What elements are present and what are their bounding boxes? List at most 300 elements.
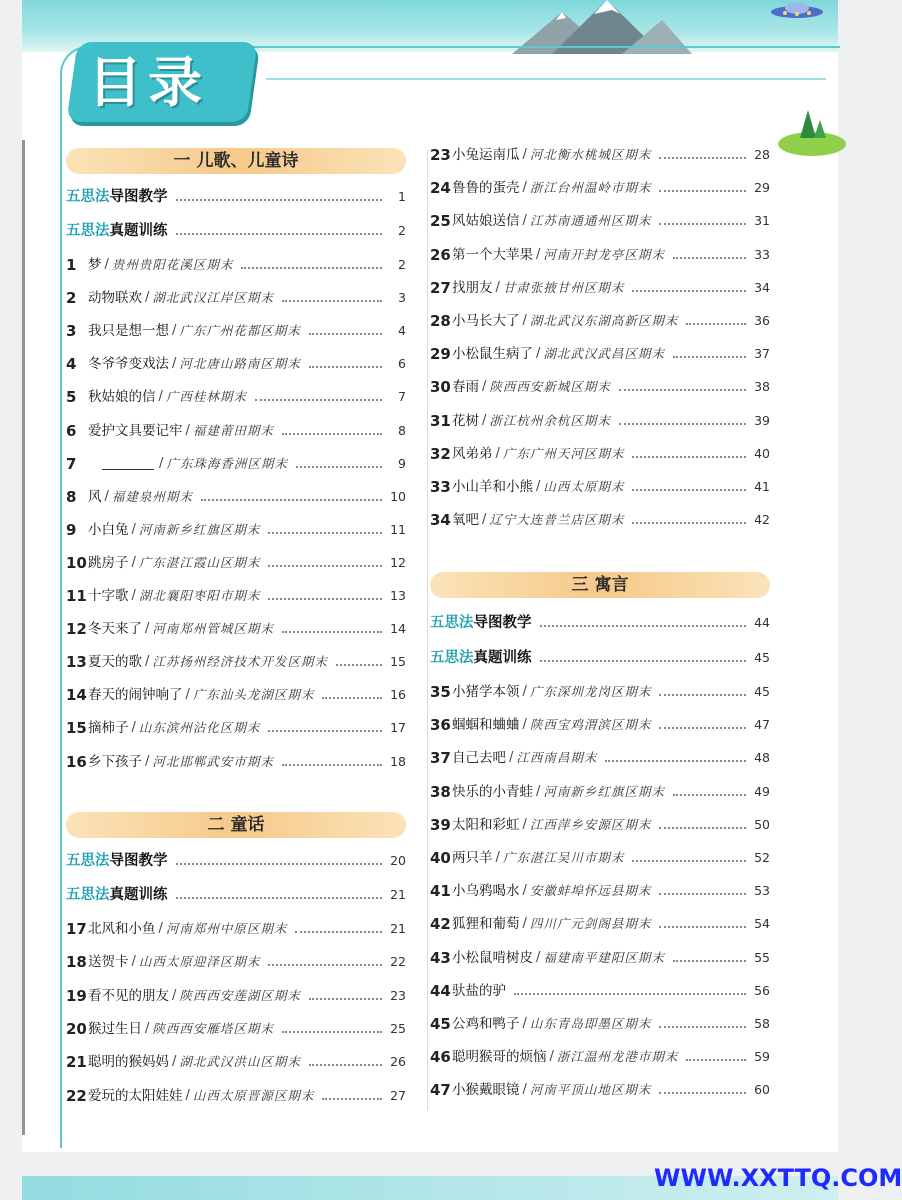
toc-entry[interactable]: [430, 979, 770, 1003]
entry-source: 广东广州花都区期末: [179, 323, 301, 339]
page-number: 44: [754, 615, 770, 630]
page-number: 9: [398, 455, 406, 471]
toc-special-row[interactable]: [66, 219, 406, 243]
entry-source: 湖北襄阳枣阳市期末: [138, 588, 261, 603]
entry-title: 小山羊和小熊: [452, 479, 533, 495]
separator: /: [522, 313, 527, 328]
page-number: 28: [754, 147, 770, 162]
special-label: 真题训练: [109, 223, 168, 239]
toc-entry[interactable]: [66, 917, 406, 941]
separator: /: [536, 949, 541, 965]
page-number: 54: [754, 916, 770, 932]
leader-dots: [659, 694, 746, 696]
entry-title: 北风和小鱼: [88, 921, 156, 937]
separator: /: [522, 883, 527, 899]
separator: /: [536, 346, 541, 362]
leader-dots: [659, 190, 746, 192]
separator: /: [104, 257, 109, 272]
page-number: 11: [390, 521, 406, 537]
entry-title: 爱护文具要记牢: [88, 422, 183, 439]
entry-source: 四川广元剑阁县期末: [529, 916, 652, 932]
entry-source: 山东滨州沾化区期末: [138, 720, 261, 736]
entry-source: 江西南昌期末: [516, 750, 598, 766]
toc-entry[interactable]: [66, 984, 406, 1008]
special-label: 真题训练: [473, 650, 532, 666]
toc-entry[interactable]: [430, 946, 770, 970]
entry-number: 10: [66, 553, 87, 572]
separator: /: [495, 279, 500, 295]
toc-entry[interactable]: [66, 716, 406, 740]
entry-source: 河北唐山路南区期末: [179, 356, 301, 372]
title-rule: [266, 78, 826, 80]
entry-number: 12: [66, 620, 87, 639]
page-number: 21: [390, 887, 406, 902]
page-number: 20: [390, 853, 406, 868]
toc-entry[interactable]: [430, 209, 770, 233]
leader-dots: [686, 1059, 746, 1061]
entry-source: 广东湛江吴川市期末: [502, 850, 625, 865]
toc-entry[interactable]: [66, 518, 406, 542]
page-number: 4: [398, 323, 406, 339]
entry-number: 3: [66, 322, 77, 341]
entry-title: 冬爷爷变戏法: [88, 356, 169, 373]
leader-dots: [659, 893, 746, 895]
separator: /: [536, 246, 541, 262]
entry-number: 42: [430, 915, 451, 934]
toc-entry[interactable]: [66, 485, 406, 509]
entry-source: 山西太原晋源区期末: [192, 1087, 315, 1103]
entry-number: 43: [430, 948, 451, 967]
leader-dots: [176, 199, 383, 201]
page-number: 53: [754, 883, 770, 899]
entry-source: 河南郑州中原区期末: [165, 921, 288, 936]
leader-dots: [176, 233, 383, 235]
entry-number: 47: [430, 1081, 451, 1100]
entry-source: 江西萍乡安源区期末: [529, 816, 652, 832]
entry-number: 31: [430, 411, 451, 430]
toc-entry[interactable]: [430, 713, 770, 737]
toc-entry[interactable]: [66, 1017, 406, 1041]
entry-number: 9: [66, 520, 77, 539]
section-header-2: 二 童话: [66, 812, 406, 838]
leader-dots: [241, 267, 382, 269]
entry-title: 猴过生日: [88, 1020, 142, 1037]
toc-entry[interactable]: [66, 584, 406, 608]
page-number: 36: [754, 313, 770, 328]
toc-entry[interactable]: [430, 375, 770, 399]
entry-title: 小马长大了: [452, 313, 520, 329]
page-title: 目录: [88, 51, 208, 114]
page-number: 31: [754, 213, 770, 229]
entry-title: 小兔运南瓜: [452, 147, 520, 163]
leader-dots: [336, 664, 382, 666]
toc-entry[interactable]: [430, 846, 770, 870]
toc-entry[interactable]: [430, 912, 770, 936]
entry-number: 39: [430, 815, 451, 834]
entry-number: 7: [66, 454, 77, 473]
leader-dots: [632, 489, 746, 491]
entry-source: 山西太原期末: [543, 479, 625, 494]
entry-title: 花树: [452, 412, 479, 429]
separator: /: [145, 753, 150, 769]
leader-dots: [309, 366, 382, 368]
separator: /: [522, 180, 527, 196]
toc-entry[interactable]: [430, 780, 770, 804]
entry-title: 公鸡和鸭子: [452, 1016, 520, 1032]
entry-source: 广东珠海香洲区期末: [166, 455, 288, 471]
toc-entry[interactable]: [66, 650, 406, 674]
separator: /: [482, 412, 487, 428]
special-highlight: 五思法: [66, 853, 110, 869]
toc-entry[interactable]: [430, 243, 770, 267]
entry-number: 22: [66, 1086, 87, 1105]
entry-title: 风弟弟: [452, 445, 493, 462]
leader-dots: [619, 389, 746, 391]
entry-number: 41: [430, 882, 451, 901]
entry-source: 安徽蚌埠怀远县期末: [529, 883, 652, 899]
toc-entry[interactable]: [430, 176, 770, 200]
entry-source: 陕西宝鸡渭滨区期末: [529, 717, 652, 733]
entry-number: 26: [430, 245, 451, 264]
entry-title: 春天的闹钟响了: [88, 687, 183, 704]
special-label: 导图教学: [473, 615, 532, 631]
leader-dots: [659, 926, 746, 928]
leader-dots: [201, 499, 382, 501]
page-number: 38: [754, 379, 770, 395]
page-number: 47: [754, 717, 770, 733]
entry-source: 河北衡水桃城区期末: [529, 147, 652, 162]
separator: /: [495, 850, 500, 865]
entry-title: 送贺卡: [88, 954, 129, 971]
page-number: 50: [754, 816, 770, 832]
separator: /: [158, 389, 163, 405]
page-number: 21: [390, 921, 406, 936]
page-number: 42: [754, 512, 770, 528]
separator: /: [145, 1020, 150, 1036]
leader-dots: [282, 300, 382, 302]
entry-number: 30: [430, 378, 451, 397]
entry-title: 春雨: [452, 379, 479, 396]
entry-number: 38: [430, 782, 451, 801]
separator: /: [145, 621, 150, 637]
toc-entry[interactable]: [66, 551, 406, 575]
leader-dots: [673, 960, 746, 962]
toc-entry[interactable]: [430, 143, 770, 167]
toc-entry[interactable]: [430, 1012, 770, 1036]
entry-number: 27: [430, 278, 451, 297]
page-number: 27: [390, 1087, 406, 1103]
leader-dots: [659, 727, 746, 729]
entry-source: 河南新乡红旗区期末: [543, 783, 665, 799]
page-number: 52: [754, 850, 770, 865]
page-number: 3: [398, 290, 406, 306]
section-header-3: 三 寓言: [430, 572, 770, 598]
leader-dots: [255, 399, 382, 401]
toc-entry[interactable]: [66, 419, 406, 443]
toc-entry[interactable]: [66, 1050, 406, 1074]
entry-title: 鲁鲁的蛋壳: [452, 180, 520, 197]
entry-number: 4: [66, 355, 77, 374]
entry-number: 21: [66, 1053, 87, 1072]
entry-source: 广东广州天河区期末: [502, 445, 625, 461]
section-header-1: 一 儿歌、儿童诗: [66, 148, 406, 174]
leader-dots: [632, 456, 746, 458]
entry-number: 17: [66, 920, 87, 938]
page-number: 34: [754, 279, 770, 295]
page-number: 33: [754, 246, 770, 262]
toc-entry[interactable]: [66, 617, 406, 641]
leader-dots: [282, 631, 382, 633]
special-highlight: 五思法: [430, 615, 474, 631]
entry-number: 23: [430, 146, 451, 164]
column-divider: [427, 150, 428, 1110]
toc-special-row[interactable]: [66, 883, 406, 907]
entry-title: 摘柿子: [88, 720, 129, 737]
separator: /: [172, 987, 177, 1003]
page-number: 37: [754, 346, 770, 362]
entry-number: 24: [430, 179, 451, 198]
toc-entry[interactable]: [430, 276, 770, 300]
entry-source: 辽宁大连普兰店区期末: [489, 512, 625, 528]
entry-title: 夏天的歌: [88, 654, 142, 671]
leader-dots: [632, 290, 746, 292]
page-number: 16: [390, 687, 406, 703]
toc-entry[interactable]: [66, 452, 406, 476]
entry-title: 我只是想一想: [88, 323, 169, 340]
page-number: 60: [754, 1082, 770, 1098]
leader-dots: [268, 565, 382, 567]
entry-source: 河南新乡红旗区期末: [138, 521, 261, 537]
separator: /: [185, 687, 190, 703]
separator: /: [158, 921, 163, 936]
leader-dots: [659, 827, 746, 829]
leader-dots: [295, 931, 382, 933]
entry-source: 广东汕头龙湖区期末: [192, 687, 315, 703]
toc-entry[interactable]: [66, 683, 406, 707]
watermark: WWW.XXTTQ.COM: [654, 1164, 902, 1192]
separator: /: [131, 720, 136, 736]
entry-number: 34: [430, 511, 451, 530]
leader-dots: [309, 998, 382, 1000]
toc-entry[interactable]: [430, 309, 770, 333]
toc-entry[interactable]: [66, 385, 406, 409]
entry-number: 25: [430, 212, 451, 231]
page-number: 56: [754, 982, 770, 998]
entry-title: 看不见的朋友: [88, 987, 169, 1004]
leader-dots: [282, 764, 382, 766]
hill-tree-illustration: [778, 92, 838, 152]
toc-entry[interactable]: [430, 409, 770, 433]
special-label: 导图教学: [109, 189, 168, 205]
entry-title: 找朋友: [452, 279, 493, 296]
leader-dots: [632, 522, 746, 524]
leader-dots: [619, 423, 746, 425]
separator: /: [482, 379, 487, 395]
leader-dots: [322, 1098, 382, 1100]
separator: /: [522, 916, 527, 932]
entry-title: 爱玩的太阳娃娃: [88, 1087, 183, 1104]
leader-dots: [309, 1064, 382, 1066]
special-highlight: 五思法: [430, 650, 474, 666]
separator: /: [522, 213, 527, 229]
entry-title: 跳房子: [88, 554, 129, 571]
entry-source: 湖北武汉洪山区期末: [179, 1054, 301, 1070]
page-number: 14: [390, 621, 406, 637]
entry-source: 浙江杭州余杭区期末: [489, 412, 611, 428]
leader-dots: [632, 860, 746, 862]
separator: /: [185, 1087, 190, 1103]
separator: /: [131, 554, 136, 570]
leader-dots: [296, 466, 382, 468]
page-number: 49: [754, 783, 770, 799]
toc-entry[interactable]: [66, 950, 406, 974]
leader-dots: [540, 660, 747, 662]
separator: /: [536, 479, 541, 494]
entry-title: 风姑娘送信: [452, 213, 520, 230]
entry-title: 狐狸和葡萄: [452, 916, 520, 933]
entry-title: 小松鼠生病了: [452, 346, 533, 363]
leader-dots: [268, 730, 382, 732]
page-number: 2: [398, 257, 406, 272]
toc-special-row[interactable]: [66, 849, 406, 873]
left-edge-bar: [22, 140, 25, 1135]
page-number: 59: [754, 1049, 770, 1065]
entry-title: 冬天来了: [88, 621, 142, 638]
page-number: 17: [390, 720, 406, 736]
entry-title: 小松鼠啃树皮: [452, 949, 533, 966]
entry-title: 小白兔: [88, 521, 129, 538]
leader-dots: [268, 532, 382, 534]
entry-source: 陕西西安莲湖区期末: [179, 987, 301, 1003]
entry-title: 十字歌: [88, 588, 129, 604]
toc-entry[interactable]: [430, 508, 770, 532]
entry-source: 广西桂林期末: [165, 389, 247, 405]
entry-title: 风: [88, 488, 102, 505]
toc-entry[interactable]: [66, 750, 406, 774]
entry-title: 第一个大苹果: [452, 246, 533, 263]
entry-source: 湖北武汉江岸区期末: [152, 290, 274, 306]
toc-entry[interactable]: [430, 475, 770, 499]
entry-number: 18: [66, 953, 87, 972]
separator: /: [185, 422, 190, 438]
entry-number: 14: [66, 686, 87, 705]
entry-number: 2: [66, 289, 77, 308]
leader-dots: [309, 333, 382, 335]
entry-number: 6: [66, 421, 77, 440]
entry-title: 两只羊: [452, 850, 493, 866]
page-number: 12: [390, 554, 406, 570]
entry-number: 5: [66, 388, 77, 407]
toc-entry[interactable]: [66, 286, 406, 310]
special-highlight: 五思法: [66, 887, 110, 903]
separator: /: [482, 512, 487, 528]
toc-entry[interactable]: [430, 1078, 770, 1102]
page-number: 10: [390, 488, 406, 504]
entry-number: 1: [66, 256, 77, 274]
entry-number: 13: [66, 653, 87, 672]
separator: /: [145, 654, 150, 670]
entry-number: 37: [430, 749, 451, 768]
separator: /: [522, 147, 527, 162]
entry-title: 乡下孩子: [88, 753, 142, 770]
leader-dots: [659, 223, 746, 225]
entry-source: 贵州贵阳花溪区期末: [111, 257, 234, 272]
toc-entry[interactable]: [66, 352, 406, 376]
separator: /: [522, 684, 527, 699]
toc-entry[interactable]: [66, 253, 406, 277]
entry-source: 河南郑州管城区期末: [152, 621, 274, 637]
entry-source: 河南开封龙亭区期末: [543, 246, 665, 262]
entry-source: 江苏扬州经济技术开发区期末: [152, 654, 328, 670]
toc-entry[interactable]: [430, 442, 770, 466]
separator: /: [145, 290, 150, 306]
toc-special-row[interactable]: [66, 185, 406, 209]
leader-dots: [673, 257, 746, 259]
entry-title: 小乌鸦喝水: [452, 883, 520, 900]
page-number: 39: [754, 412, 770, 428]
page-number: 26: [390, 1054, 406, 1070]
separator: /: [536, 783, 541, 799]
separator: /: [172, 323, 177, 339]
page-number: 18: [390, 753, 406, 769]
separator: /: [522, 816, 527, 832]
leader-dots: [659, 1092, 746, 1094]
separator: /: [509, 750, 514, 766]
leader-dots: [282, 433, 382, 435]
toc-entry[interactable]: [430, 746, 770, 770]
page-number: 13: [390, 588, 406, 603]
entry-source: 福建泉州期末: [111, 488, 193, 504]
toc-entry[interactable]: [430, 342, 770, 366]
entry-source: 河南平顶山地区期末: [529, 1082, 652, 1098]
leader-dots: [322, 697, 382, 699]
separator: /: [522, 1082, 527, 1098]
toc-special-row[interactable]: [430, 646, 770, 670]
toc-entry[interactable]: [430, 813, 770, 837]
toc-entry[interactable]: [66, 319, 406, 343]
entry-source: 江苏南通通州区期末: [529, 213, 652, 229]
entry-number: 36: [430, 716, 451, 735]
entry-source: 湖北武汉武昌区期末: [543, 346, 665, 362]
entry-source: 广东湛江霞山区期末: [138, 554, 261, 570]
ufo-icon: [767, 0, 827, 24]
leader-dots: [605, 760, 746, 762]
page-number: 48: [754, 750, 770, 766]
special-label: 真题训练: [109, 887, 168, 903]
entry-source: 陕西西安新城区期末: [489, 379, 611, 395]
toc-entry[interactable]: [66, 1084, 406, 1108]
toc-entry[interactable]: [430, 680, 770, 704]
entry-title: 蝈蝈和蛐蛐: [452, 717, 520, 734]
separator: /: [172, 1054, 177, 1070]
toc-special-row[interactable]: [430, 611, 770, 635]
entry-source: 福建莆田期末: [192, 422, 274, 438]
entry-source: 福建南平建阳区期末: [543, 949, 665, 965]
toc-entry[interactable]: [430, 1045, 770, 1069]
entry-number: 15: [66, 719, 87, 738]
entry-number: 40: [430, 849, 451, 867]
leader-dots: [514, 993, 746, 995]
page-number: 2: [398, 223, 406, 238]
entry-title: 自己去吧: [452, 750, 506, 767]
separator: /: [522, 717, 527, 733]
toc-entry[interactable]: [430, 879, 770, 903]
fill-in-blank: [102, 457, 154, 470]
entry-title: 氧吧: [452, 512, 479, 529]
entry-number: 33: [430, 478, 451, 496]
leader-dots: [659, 157, 746, 159]
entry-title: 聪明猴哥的烦恼: [452, 1049, 547, 1066]
